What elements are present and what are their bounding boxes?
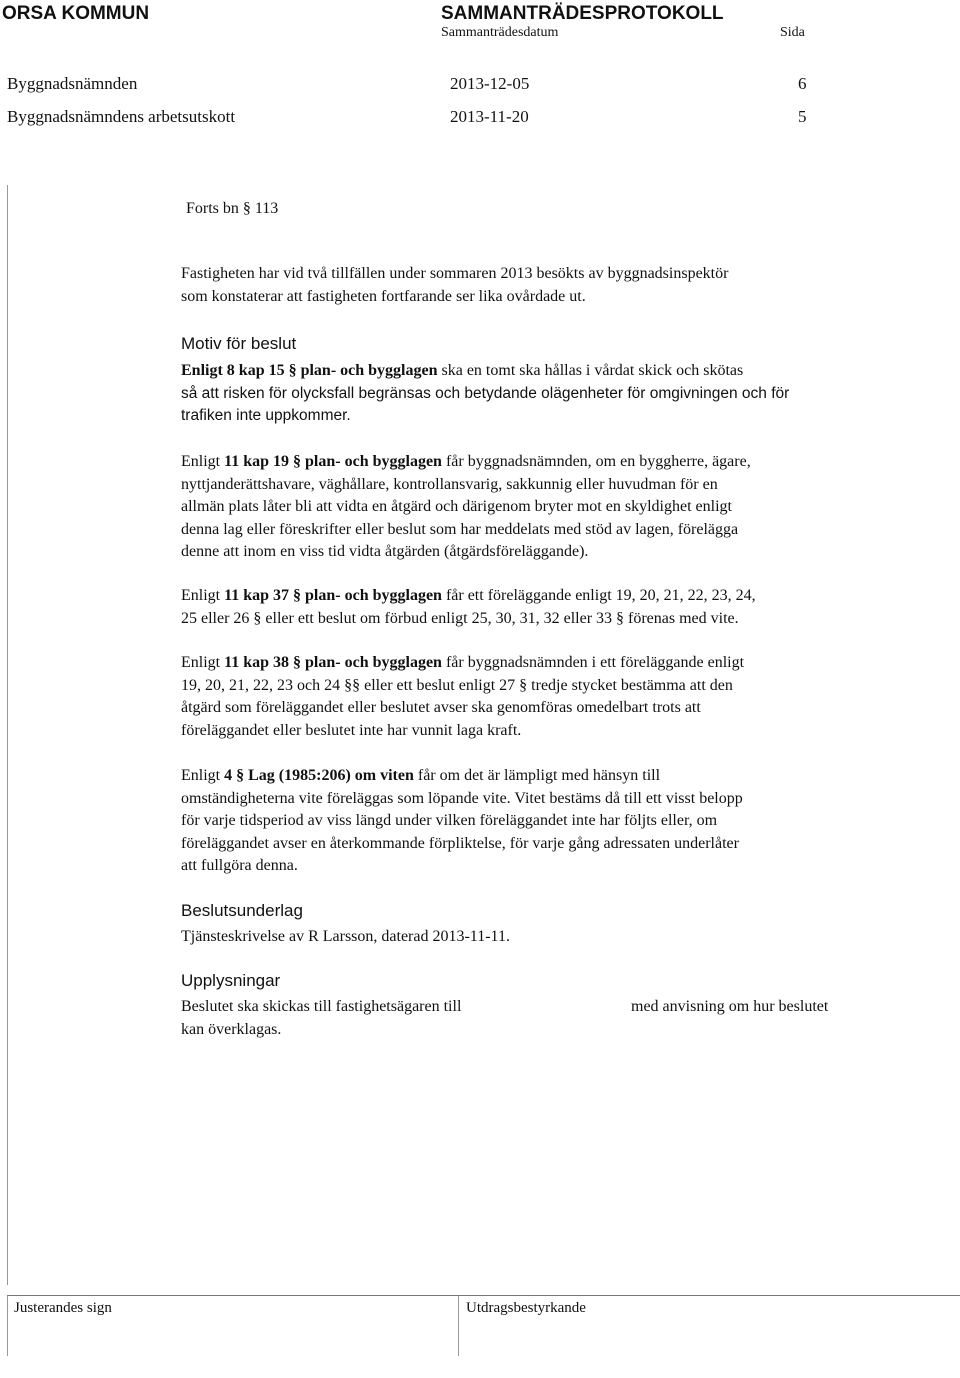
org-name: ORSA KOMMUN — [2, 3, 150, 24]
beslutsunderlag-text: Tjänsteskrivelse av R Larsson, daterad 2013-11-11. — [181, 928, 510, 945]
motiv-p2-line5: denne att inom en viss tid vidta åtgärden (åtgärdsföreläggande). — [181, 543, 589, 560]
footer-divider — [7, 1295, 960, 1296]
motiv-p2-line2: nyttjanderättshavare, väghållare, kontrollansvarig, sakkunnig eller huvudman för en — [181, 475, 718, 493]
motiv-p3-line1: får ett föreläggande enligt 19, 20, 21, 22, 23, 24, — [441, 587, 756, 604]
motiv-p4-line2: 19, 20, 21, 22, 23 och 24 §§ eller ett beslut enligt 27 § tredje stycket bestämma att den — [181, 676, 733, 694]
motiv-p1-line3: trafiken inte uppkommer. — [181, 407, 351, 424]
upplysningar-line-2: kan överklagas. — [181, 1021, 282, 1038]
motiv-p4-line4: föreläggandet eller beslutet inte har vunnit laga kraft. — [181, 721, 522, 739]
motiv-p3-bold: 11 kap 37 § plan- och bygglagen — [224, 587, 442, 604]
motiv-p5-pre: Enligt — [181, 767, 225, 784]
motiv-paragraph-4 — [181, 652, 891, 742]
motiv-p5-line4: föreläggandet avser en återkommande förpliktelse, för varje gång adressaten underlåter — [181, 834, 739, 852]
motiv-p2-line3: allmän plats låter bli att vidta en åtgärd och därigenom bryter mot en skyldighet enligt — [181, 498, 732, 515]
beslutsunderlag-heading: Beslutsunderlag — [181, 901, 303, 920]
continuation-label: Forts bn § 113 — [186, 200, 279, 217]
motiv-p2-line1: får byggnadsnämnden, om en byggherre, ägare, — [441, 453, 751, 470]
motiv-p5-line2: omständigheterna vite föreläggas som löpande vite. Vitet bestäms då till ett visst belopp — [181, 789, 743, 807]
justerandes-sign-label: Justerandes sign — [14, 1300, 112, 1316]
motiv-paragraph-1 — [181, 360, 891, 428]
motiv-p3-line2: 25 eller 26 § eller ett beslut om förbud enligt 25, 30, 31, 32 eller 33 § förenas med vite. — [181, 609, 739, 627]
meta-page-2: 5 — [798, 107, 807, 126]
motiv-p5-line1: får om det är lämpligt med hänsyn till — [413, 767, 661, 784]
motiv-p1-line2: så att risken för olycksfall begränsas och betydande olägenheter för omgivningen och för — [181, 384, 790, 402]
meta-body-2: Byggnadsnämndens arbetsutskott — [7, 107, 236, 126]
motiv-p5-line3: för varje tidsperiod av viss längd under vilken föreläggandet inte har följts eller, om — [181, 812, 718, 829]
footer-mid-line — [458, 1296, 459, 1356]
page-label: Sida — [780, 25, 805, 40]
motiv-paragraph-2 — [181, 451, 891, 564]
motiv-paragraph-3 — [181, 585, 891, 630]
upplysningar-heading: Upplysningar — [181, 971, 281, 990]
motiv-p4-bold: 11 kap 38 § plan- och bygglagen — [224, 654, 442, 671]
margin-line — [7, 185, 8, 1285]
motiv-p1-bold: Enligt 8 kap 15 § plan- och bygglagen — [181, 362, 438, 379]
intro-paragraph — [181, 263, 891, 308]
utdragsbestyrkande-label: Utdragsbestyrkande — [466, 1300, 586, 1316]
upplysningar-left-line: Beslutet ska skickas till fastighetsägaren till — [181, 998, 462, 1015]
intro-line-1: Fastigheten har vid två tillfällen under sommaren 2013 besökts av byggnadsinspektör — [181, 265, 729, 282]
motiv-paragraph-5 — [181, 765, 891, 878]
motiv-p5-line5: att fullgöra denna. — [181, 857, 298, 874]
meta-body-1: Byggnadsnämnden — [7, 74, 138, 93]
motiv-p5-bold: 4 § Lag (1985:206) om viten — [224, 767, 414, 784]
motiv-p1-line1: ska en tomt ska hållas i vårdat skick och skötas — [437, 362, 744, 379]
motiv-p4-line1: får byggnadsnämnden i ett föreläggande enligt — [441, 654, 745, 671]
motiv-p2-pre: Enligt — [181, 453, 225, 470]
upplysningar-right-line: med anvisning om hur beslutet — [631, 998, 829, 1015]
motiv-p2-line4: denna lag eller föreskrifter eller beslut som har meddelats med stöd av lagen, förelägga — [181, 520, 739, 538]
motiv-heading: Motiv för beslut — [181, 334, 297, 353]
motiv-p2-bold: 11 kap 19 § plan- och bygglagen — [224, 453, 442, 470]
motiv-p4-pre: Enligt — [181, 654, 225, 671]
footer-margin-line — [7, 1296, 8, 1356]
motiv-p4-line3: åtgärd som föreläggandet eller beslutet avser ska genomföras omedelbart trots att — [181, 699, 701, 716]
motiv-p3-pre: Enligt — [181, 587, 225, 604]
meta-date-2: 2013-11-20 — [450, 107, 529, 126]
meta-page-1: 6 — [798, 74, 807, 93]
date-label: Sammanträdesdatum — [441, 25, 559, 40]
meta-date-1: 2013-12-05 — [450, 74, 530, 93]
document-type: SAMMANTRÄDESPROTOKOLL — [441, 3, 724, 24]
intro-line-2: som konstaterar att fastigheten fortfarande ser lika ovårdade ut. — [181, 287, 586, 305]
